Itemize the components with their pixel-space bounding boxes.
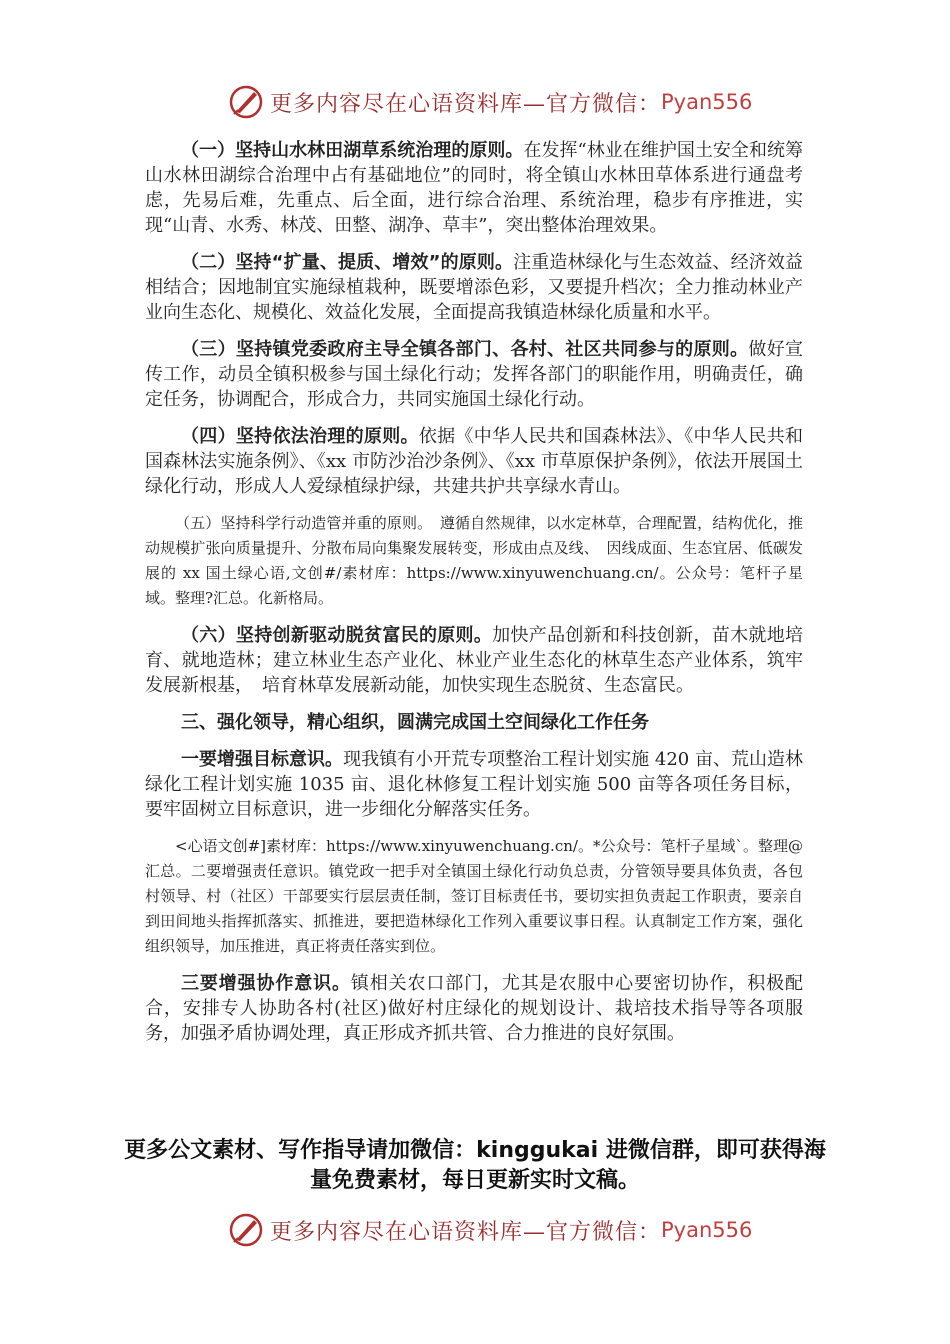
paragraph-lead: （六）坚持创新驱动脱贫富民的原则。 <box>181 625 493 646</box>
paragraph-body: 依据《中华人民共和国森林法》、《中华人民共和国森林法实施条例》、《xx 市防沙治沙条例》、《xx 市草原保护条例》，依法开展国土绿化行动，形成人人爱绿植绿护绿，共建共护共享绿水青山。 <box>145 426 804 497</box>
footer-note: 更多公文素材、写作指导请加微信：kinggukai 进微信群，即可获得海量免费素材，每日更新实时文稿。 <box>124 1138 826 1193</box>
quill-logo-icon <box>228 1212 264 1248</box>
paragraph-9 <box>145 971 803 1046</box>
paragraph-7 <box>145 747 803 822</box>
top-banner <box>0 78 950 126</box>
paragraph-lead: 三要增强协作意识。 <box>181 973 351 994</box>
banner-wechat-id: Pyan556 <box>661 90 753 114</box>
banner-text: 更多内容尽在心语资料库—官方微信： <box>270 1219 662 1245</box>
document-body <box>145 138 803 1058</box>
paragraph-body: 现我镇有小开荒专项整治工程计划实施 420 亩、荒山造林绿化工程计划实施 1035 亩、退化林修复工程计划实施 500 亩等各项任务目标，要牢固树立目标意识，进一步细化分解落实任务。 <box>145 749 803 820</box>
paragraph-lead: 一要增强目标意识。 <box>181 749 344 770</box>
paragraph-3 <box>145 337 803 412</box>
paragraph-lead: （二）坚持“扩量、提质、增效”的原则。 <box>181 252 514 273</box>
banner-wechat-id: Pyan556 <box>661 1218 753 1242</box>
section-heading-3: 三、强化领导，精心组织，圆满完成国土空间绿化工作任务 <box>181 712 649 733</box>
paragraph-lead: （四）坚持依法治理的原则。 <box>181 426 419 447</box>
bottom-banner <box>0 1206 950 1254</box>
paragraph-lead: （一）坚持山水林田湖草系统治理的原则。 <box>181 140 524 161</box>
paragraph-lead: （三）坚持镇党委政府主导全镇各部门、各村、社区共同参与的原则。 <box>181 339 749 360</box>
paragraph-6 <box>145 623 803 698</box>
paragraph-body: 注重造林绿化与生态效益、经济效益相结合；因地制宜实施绿植栽种，既要增添色彩，又要提升档次；全力推动林业产业向生态化、规模化、效益化发展，全面提高我镇造林绿化质量和水平。 <box>145 252 803 323</box>
banner-text: 更多内容尽在心语资料库—官方微信： <box>270 91 662 117</box>
paragraph-body: 做好宣传工作，动员全镇积极参与国土绿化行动；发挥各部门的职能作用，明确责任，确定任务，协调配合，形成合力，共同实施国土绿化行动。 <box>145 339 803 410</box>
quill-logo-icon <box>228 84 264 120</box>
paragraph-1 <box>145 138 803 238</box>
paragraph-5-small: （五）坚持科学行动造管并重的原则。 遵循自然规律，以水定林草，合理配置，结构优化，推动规模扩张向质量提升、分散布局向集聚发展转变，形成由点及线、 因线成面、生态宜居、低碳发展的 xx 国土绿心语,文创#/素材库：https://www.xinyuwenchuang.cn/。公众号：笔杆子星域。整理?汇总。化新格局。 <box>145 514 803 607</box>
paragraph-2 <box>145 250 803 325</box>
paragraph-body: 在发挥“林业在维护国土安全和统筹山水林田湖综合治理中占有基础地位”的同时，将全镇山水林田草体系进行通盘考虑，先易后难，先重点、后全面，进行综合治理、系统治理，稳步有序推进，实现“山青、水秀、林茂、田整、湖净、草丰”，突出整体治理效果。 <box>145 140 804 236</box>
paragraph-8-small: <心语文创#]素材库：https://www.xinyuwenchuang.cn/。*公众号：笔杆子星域`。整理@汇总。二要增强责任意识。镇党政一把手对全镇国土绿化行动负总责，分管领导要具体负责，各包村领导、村（社区）干部要实行层层责任制，签订目标责任书，要切实担负责起工作职责，要亲自到田间地头指挥抓落实、抓推进，要把造林绿化工作列入重要议事日程。认真制定工作方案，强化组织领导，加压推进，真正将责任落实到位。 <box>145 837 803 955</box>
paragraph-body: 镇相关农口部门，尤其是农服中心要密切协作，积极配合，安排专人协助各村(社区)做好村庄绿化的规划设计、栽培技术指导等各项服务，加强矛盾协调处理，真正形成齐抓共管、合力推进的良好氛围。 <box>145 973 803 1044</box>
paragraph-4 <box>145 424 803 499</box>
paragraph-body: 加快产品创新和科技创新，苗木就地培育、就地造林；建立林业生态产业化、林业产业生态化的林草生态产业体系，筑牢发展新根基， 培育林草发展新动能，加快实现生态脱贫、生态富民。 <box>145 625 804 696</box>
